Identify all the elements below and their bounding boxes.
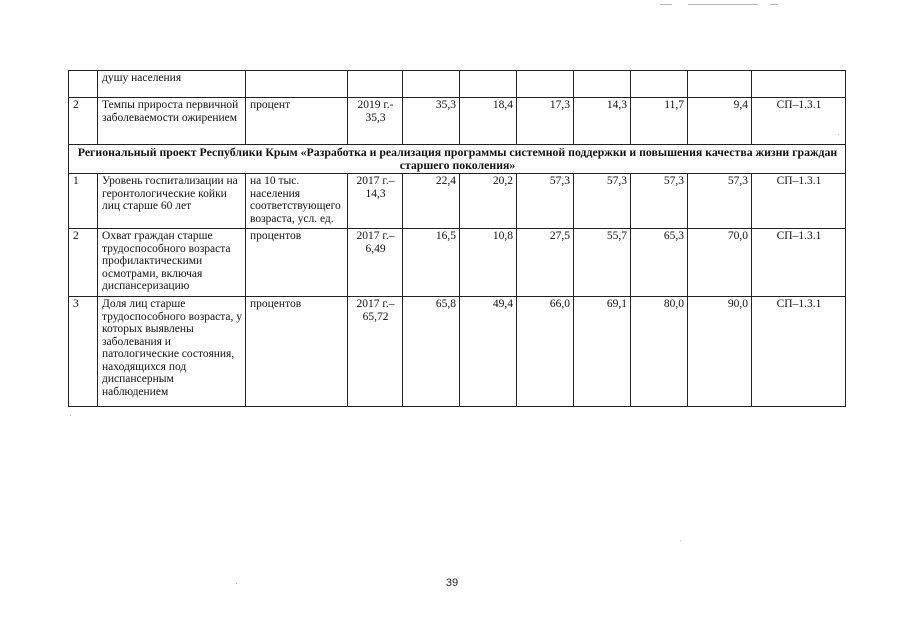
value-cell: 17,3 <box>517 98 574 145</box>
indicator-name: душу населения <box>98 71 246 98</box>
value-cell: 18,4 <box>460 98 517 145</box>
value-cell: 55,7 <box>574 229 631 297</box>
value-cell <box>631 71 688 98</box>
table-row <box>69 98 846 145</box>
table-row <box>69 174 846 229</box>
indicator-name: Уровень госпитализации на геронтологические койки лиц старше 60 лет <box>98 174 246 229</box>
unit-cell <box>246 71 348 98</box>
indicator-name: Доля лиц старше трудоспособного возраста, у которых выявлены заболевания и патологические состояния, находящихся под диспансерным наблюдением <box>98 297 246 407</box>
base-value: 2017 г.– 6,49 <box>348 229 403 297</box>
document-ref: СП–1.3.1 <box>752 174 846 229</box>
row-number: 3 <box>69 297 98 407</box>
value-cell <box>460 71 517 98</box>
value-cell: 57,3 <box>574 174 631 229</box>
base-value: 2017 г.– 65,72 <box>348 297 403 407</box>
document-ref: СП–1.3.1 <box>752 297 846 407</box>
scan-artifact-line <box>688 4 758 5</box>
value-cell <box>574 71 631 98</box>
base-value: 2019 г.- 35,3 <box>348 98 403 145</box>
value-cell: 11,7 <box>631 98 688 145</box>
indicator-name: Охват граждан старше трудоспособного возраста профилактическими осмотрами, включая диспансеризацию <box>98 229 246 297</box>
table-row <box>69 229 846 297</box>
row-number <box>69 71 98 98</box>
indicator-name: Темпы прироста первичной заболеваемости ожирением <box>98 98 246 145</box>
value-cell: 10,8 <box>460 229 517 297</box>
section-header-row <box>69 145 846 174</box>
value-cell: 49,4 <box>460 297 517 407</box>
base-value <box>348 71 403 98</box>
page-number: 39 <box>445 577 459 589</box>
row-number: 2 <box>69 229 98 297</box>
document-ref: СП–1.3.1 <box>752 98 846 145</box>
row-number: 1 <box>69 174 98 229</box>
document-ref: СП–1.3.1 <box>752 229 846 297</box>
value-cell: 16,5 <box>403 229 460 297</box>
table-row <box>69 297 846 407</box>
value-cell: 20,2 <box>460 174 517 229</box>
indicators-table <box>68 70 846 407</box>
value-cell: 57,3 <box>517 174 574 229</box>
scan-artifact-line <box>660 4 672 5</box>
value-cell: 35,3 <box>403 98 460 145</box>
scan-artifact-dot <box>680 540 681 541</box>
unit-cell: на 10 тыс. населения соответствующего возраста, усл. ед. <box>246 174 348 229</box>
document-ref <box>752 71 846 98</box>
value-cell <box>688 71 752 98</box>
value-cell: 22,4 <box>403 174 460 229</box>
value-cell: 90,0 <box>688 297 752 407</box>
value-cell: 9,4 <box>688 98 752 145</box>
unit-cell: процентов <box>246 229 348 297</box>
scan-artifact-line <box>770 4 778 5</box>
value-cell: 65,8 <box>403 297 460 407</box>
section-title: Региональный проект Республики Крым «Разработка и реализация программы системной поддержки и повышения качества жизни граждан старшего поколения» <box>69 145 846 174</box>
value-cell: 70,0 <box>688 229 752 297</box>
value-cell: 27,5 <box>517 229 574 297</box>
value-cell: 80,0 <box>631 297 688 407</box>
unit-cell: процентов <box>246 297 348 407</box>
value-cell: 57,3 <box>631 174 688 229</box>
value-cell: 14,3 <box>574 98 631 145</box>
table-row <box>69 71 846 98</box>
value-cell <box>403 71 460 98</box>
value-cell <box>517 71 574 98</box>
scan-artifact-dot <box>236 583 237 584</box>
value-cell: 65,3 <box>631 229 688 297</box>
value-cell: 66,0 <box>517 297 574 407</box>
row-number: 2 <box>69 98 98 145</box>
unit-cell: процент <box>246 98 348 145</box>
value-cell: 57,3 <box>688 174 752 229</box>
base-value: 2017 г.– 14,3 <box>348 174 403 229</box>
value-cell: 69,1 <box>574 297 631 407</box>
scan-artifact-dot <box>70 415 71 416</box>
